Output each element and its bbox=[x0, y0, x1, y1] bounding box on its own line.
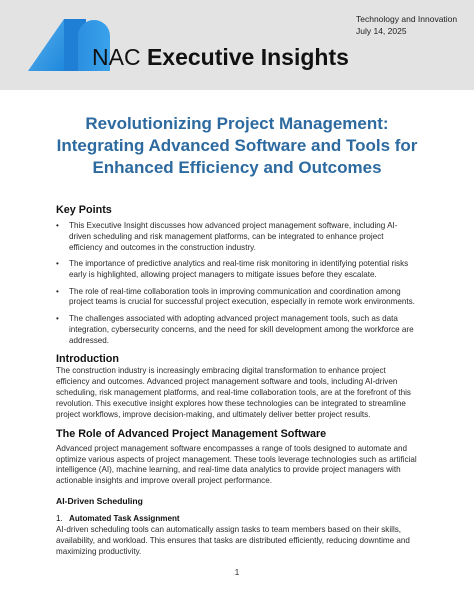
publish-date: July 14, 2025 bbox=[356, 26, 407, 36]
list-item bbox=[56, 259, 418, 281]
brand-prefix: NAC bbox=[92, 44, 141, 70]
page-number: 1 bbox=[234, 567, 240, 577]
key-points-heading: Key Points bbox=[56, 204, 112, 216]
numbered-list-item bbox=[56, 514, 418, 525]
ai-scheduling-heading: AI-Driven Scheduling bbox=[56, 496, 143, 507]
header-band bbox=[0, 0, 474, 90]
bullet-icon: • bbox=[56, 221, 59, 230]
title-line: Enhanced Efficiency and Outcomes bbox=[92, 158, 382, 177]
document-meta bbox=[356, 13, 457, 37]
role-heading: The Role of Advanced Project Management Software bbox=[56, 427, 327, 440]
list-item bbox=[56, 314, 418, 347]
ai-scheduling-section bbox=[56, 495, 418, 558]
list-item bbox=[56, 221, 418, 254]
list-item-text: The challenges associated with adopting advanced project management tools, such as data integration, cybersecurity concerns, and the need for skill development among the workforce are addressed. bbox=[69, 313, 414, 345]
key-points-section bbox=[56, 203, 418, 347]
title-line: Integrating Advanced Software and Tools for bbox=[56, 136, 418, 155]
bullet-icon: • bbox=[56, 286, 59, 296]
title-line: Revolutionizing Project Management: bbox=[85, 114, 389, 133]
document-title bbox=[40, 113, 434, 179]
ai-scheduling-body: AI-driven scheduling tools can automatically assign tasks to team members based on their skills, availability, and workload. This ensures that tasks are distributed efficiently, reducing downtime and maximizing productivity. bbox=[56, 525, 410, 556]
role-body: Advanced project management software encompasses a range of tools designed to automate and optimize various aspects of project management. These tools leverage technologies such as artificial intelligence (AI), machine learning, and real-time data analytics to provide project managers with actionable insights and improve overall project performance. bbox=[56, 443, 417, 486]
introduction-section bbox=[56, 352, 418, 421]
list-number: 1. bbox=[56, 514, 63, 524]
document-body bbox=[56, 203, 418, 558]
introduction-body: The construction industry is increasingly embracing digital transformation to enhance project efficiency and outcomes. Advanced project management software and tools, including AI-driven scheduling, risk management platforms, and real-time collaboration tools, are at the forefront of this revolution. This executive insight explores how these technologies can be integrated to streamline project workflows, improve decision-making, and ultimately deliver better project results. bbox=[56, 366, 411, 419]
list-item-text: The importance of predictive analytics and real-time risk monitoring in identifying potential risks early is highlighted, allowing project managers to mitigate issues before they escalate. bbox=[69, 259, 409, 280]
bullet-icon: • bbox=[56, 259, 59, 269]
category-label: Technology and Innovation bbox=[356, 14, 458, 24]
list-item-title: Automated Task Assignment bbox=[69, 514, 180, 524]
list-item bbox=[56, 287, 418, 309]
list-item-text: The role of real-time collaboration tools in improving communication and coordination among project teams is crucial for successful project execution, especially in remote work environments. bbox=[69, 286, 415, 307]
key-points-list bbox=[56, 221, 418, 347]
brand-main: Executive Insights bbox=[146, 44, 349, 70]
brand-title bbox=[92, 43, 349, 71]
role-section bbox=[56, 427, 418, 488]
list-item-text: This Executive Insight discusses how advanced project management software, including AI-driven scheduling and risk management platforms, can be integrated to enhance project efficiency and outcomes in the construction industry. bbox=[69, 221, 398, 252]
introduction-heading: Introduction bbox=[56, 353, 119, 366]
bullet-icon: • bbox=[56, 313, 59, 323]
